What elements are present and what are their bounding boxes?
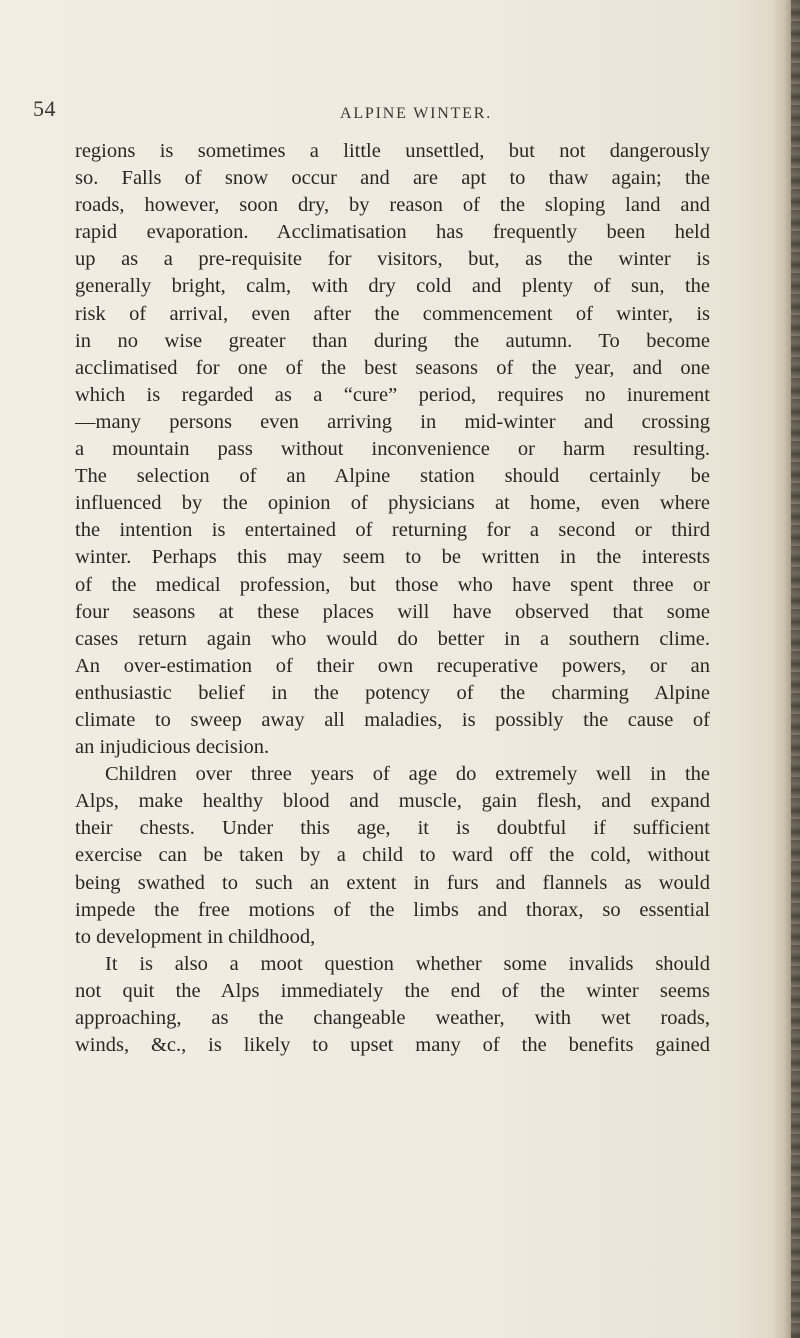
text-line: a mountain pass without inconvenience or harm resulting. [75,438,710,461]
text-line: roads, however, soon dry, by reason of the sloping land and [75,194,710,217]
text-line: risk of arrival, even after the commencement of winter, is [75,302,710,325]
text-line: in no wise greater than during the autumn. To become [75,329,710,352]
text-line: four seasons at these places will have observed that some [75,600,710,623]
paragraph-start-line: It is also a moot question whether some invalids should [105,952,710,975]
text-line: cases return again who would do better in a southern clime. [75,627,710,650]
text-line: Alps, make healthy blood and muscle, gain flesh, and expand [75,790,710,813]
text-line: the intention is entertained of returning for a second or third [75,519,710,542]
text-line: which is regarded as a “cure” period, requires no inurement [75,383,710,406]
text-line: The selection of an Alpine station should certainly be [75,465,710,488]
text-line: being swathed to such an extent in furs and flannels as would [75,871,710,894]
body-text [75,138,710,1059]
running-head: ALPINE WINTER. [340,105,492,122]
text-line: An over-estimation of their own recuperative powers, or an [75,654,710,677]
text-line: not quit the Alps immediately the end of the winter seems [75,979,710,1002]
text-line: impede the free motions of the limbs and thorax, so essential [75,898,710,921]
text-line: regions is sometimes a little unsettled, but not dangerously [75,140,710,162]
text-line: approaching, as the changeable weather, with wet roads, [75,1007,710,1029]
text-line: influenced by the opinion of physicians at home, even where [75,492,710,515]
page-edge-binding [791,0,800,1338]
paragraph-end-line: to development in childhood, [75,925,316,948]
text-line: their chests. Under this age, it is doubtful if sufficient [75,817,710,840]
page-number: 54 [33,96,56,121]
paragraph-start-line: Children over three years of age do extremely well in the [105,763,710,786]
text-line: up as a pre-requisite for visitors, but, as the winter is [75,248,710,271]
text-line: winter. Perhaps this may seem to be written in the interests [75,546,710,569]
text-line: generally bright, calm, with dry cold and plenty of sun, the [75,275,710,298]
text-line: so. Falls of snow occur and are apt to thaw again; the [75,167,710,190]
text-line: —many persons even arriving in mid-winter and crossing [75,410,710,433]
text-line: acclimatised for one of the best seasons of the year, and one [75,356,710,379]
text-line: of the medical profession, but those who have spent three or [75,573,710,596]
paragraph-end-line: an injudicious decision. [75,736,270,759]
text-line: climate to sweep away all maladies, is possibly the cause of [75,708,710,731]
text-line: exercise can be taken by a child to ward off the cold, without [75,844,710,867]
text-line: winds, &c., is likely to upset many of the benefits gained [75,1034,710,1057]
text-line: rapid evaporation. Acclimatisation has frequently been held [75,221,710,244]
text-line: enthusiastic belief in the potency of the charming Alpine [75,681,710,704]
